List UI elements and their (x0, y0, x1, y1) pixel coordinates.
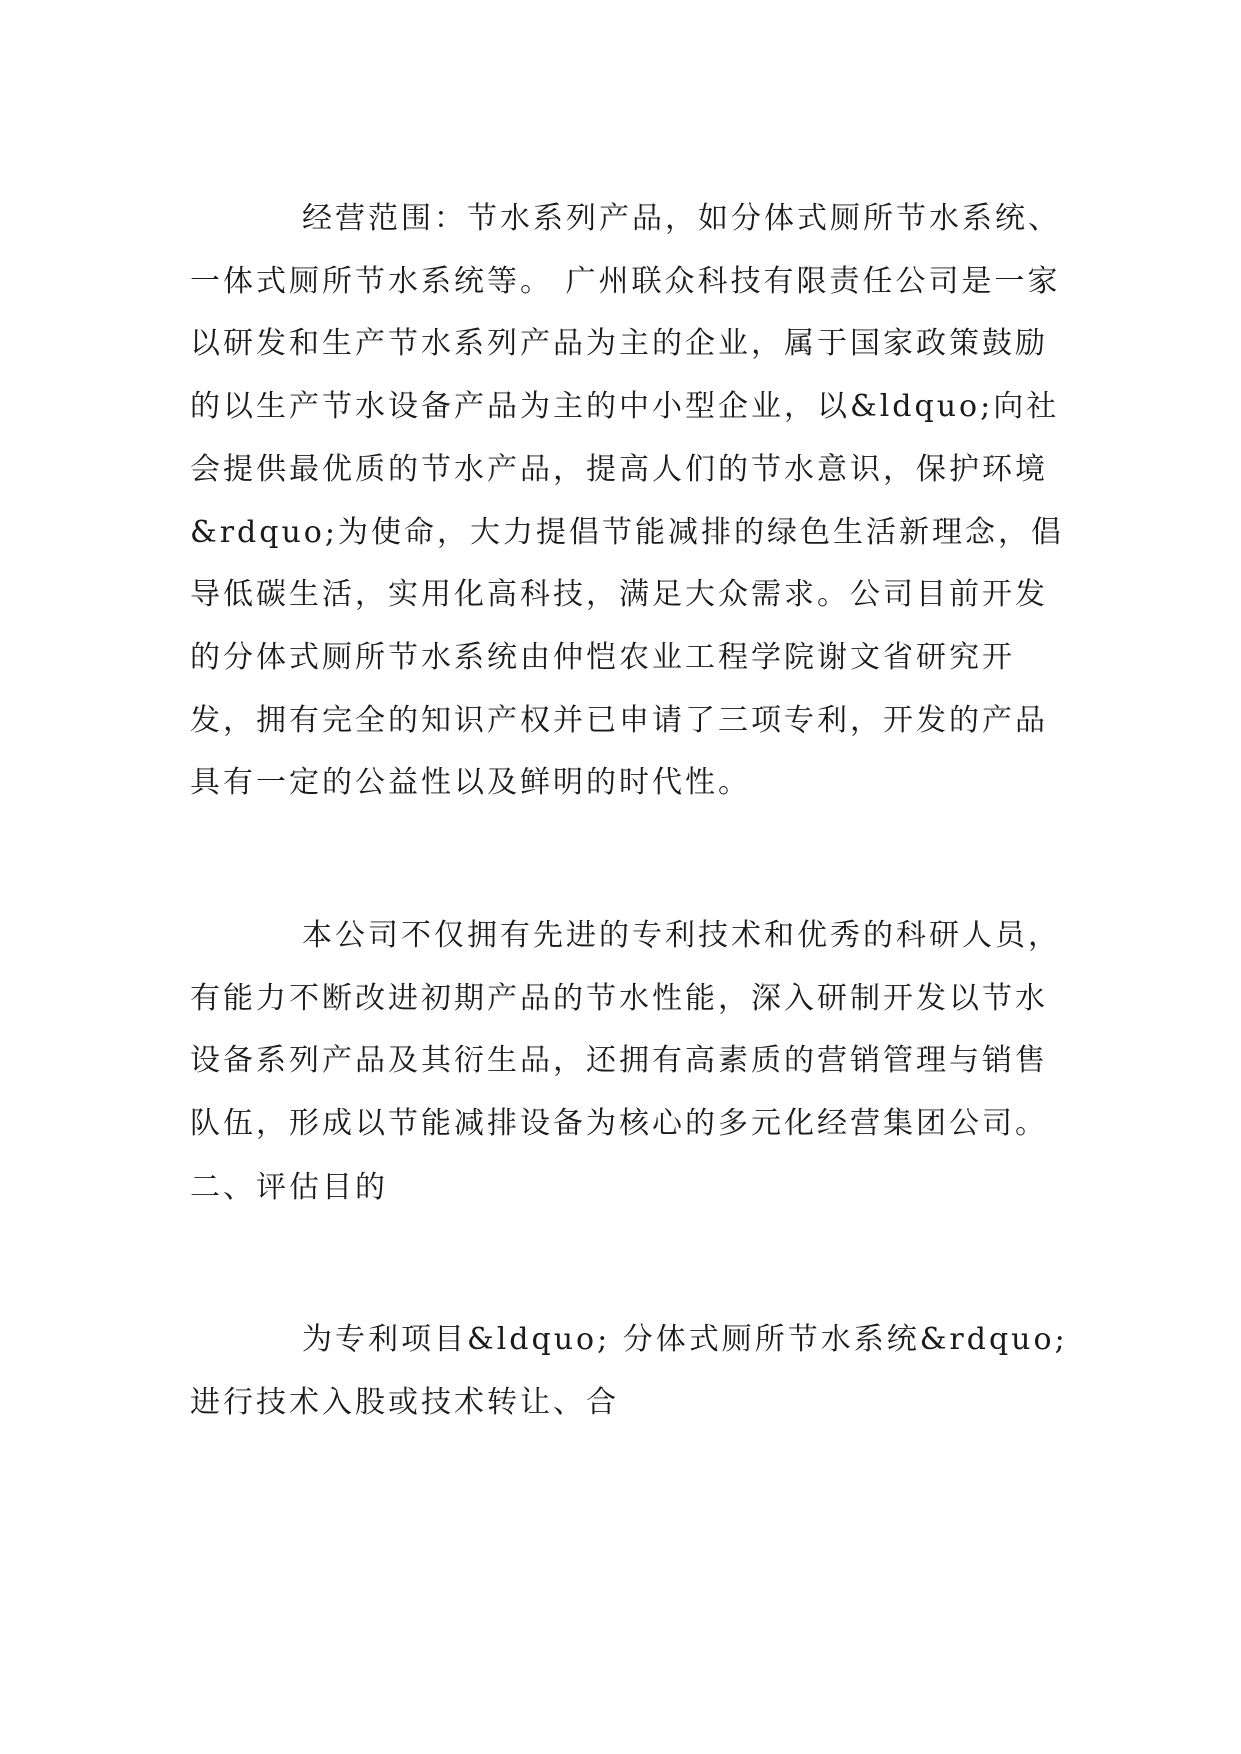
section-heading-evaluation-purpose: 二、评估目的 (190, 1170, 388, 1205)
paragraph-company-capabilities: 本公司不仅拥有先进的专利技术和优秀的科研人员，有能力不断改进初期产品的节水性能，深入研制开发以节水设备系列产品及其衍生品，还拥有高素质的营销管理与销售队伍，形成以节能减排设备为核心的多元化经营集团公司。 (190, 918, 1061, 1142)
paragraph-evaluation-purpose: 为专利项目&ldquo; 分体式厕所节水系统&rdquo;进行技术入股或技术转让、合 (190, 1322, 1068, 1420)
paragraph-business-scope: 经营范围：节水系列产品，如分体式厕所节水系统、一体式厕所节水系统等。 广州联众科技有限责任公司是一家以研发和生产节水系列产品为主的企业，属于国家政策鼓励的以生产节水设备产品为主的中小型企业，以&ldquo;向社会提供最优质的节水产品，提高人们的节水意识，保护环境&rdquo;为使命，大力提倡节能减排的绿色生活新理念，倡导低碳生活，实用化高科技，满足大众需求。公司目前开发的分体式厕所节水系统由仲恺农业工程学院谢文省研究开发，拥有完全的知识产权并已申请了三项专利，开发的产品具有一定的公益性以及鲜明的时代性。 (190, 201, 1064, 801)
